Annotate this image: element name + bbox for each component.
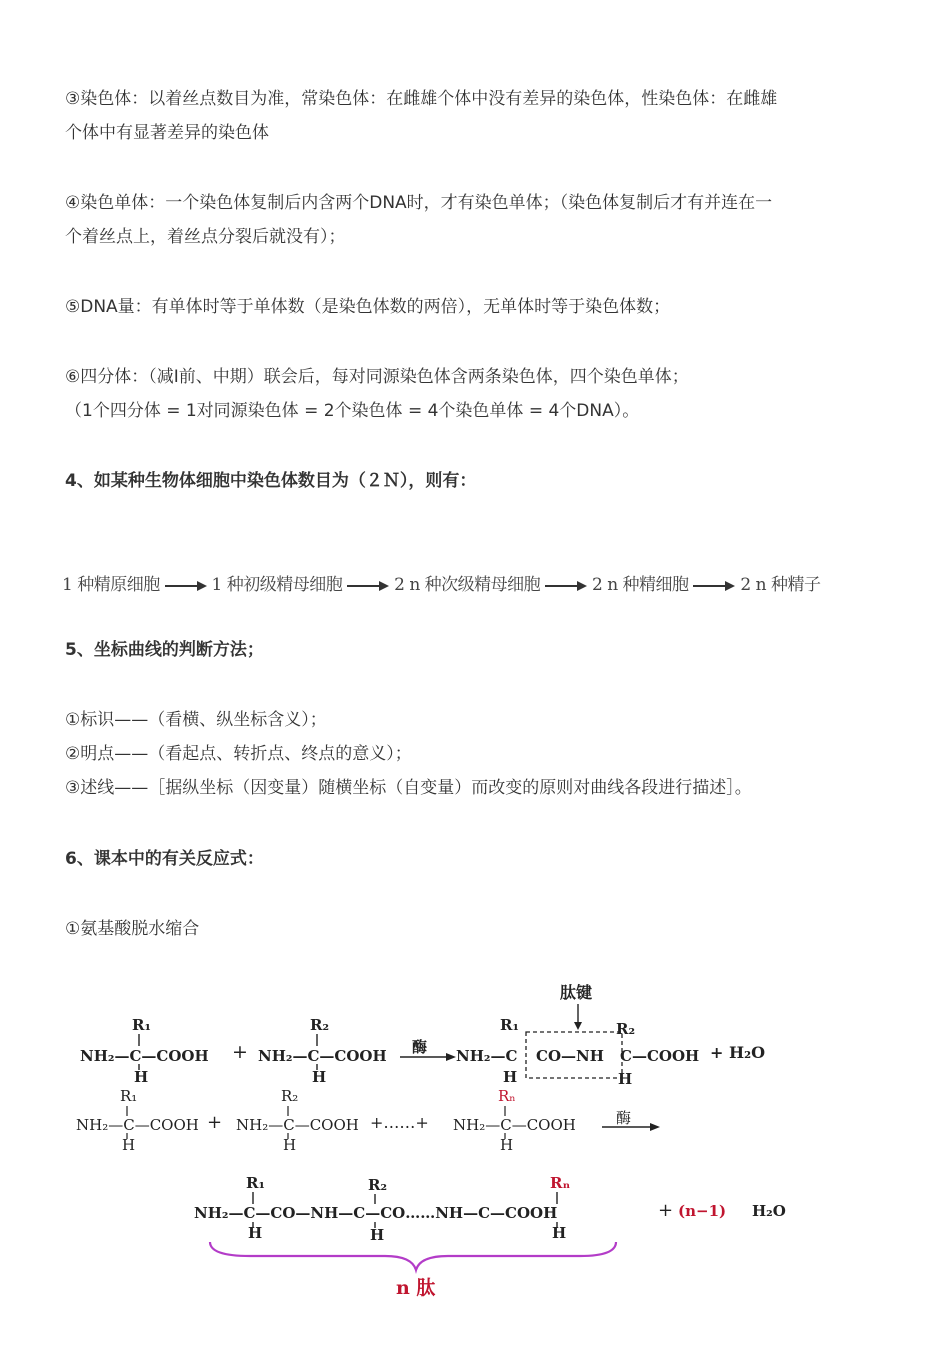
h-label: H xyxy=(552,1224,567,1242)
water-product: + H₂O xyxy=(710,1043,766,1062)
text-line: ①氨基酸脱水缩合 xyxy=(65,919,200,939)
text-line: （1个四分体 = 1对同源染色体 = 2个染色体 = 4个染色单体 = 4个DNA）。 xyxy=(65,401,640,421)
amino-acid-chain: NH₂—C—COOH xyxy=(453,1116,576,1134)
water-coefficient: (n−1) xyxy=(678,1202,727,1220)
r-group-label: R₁ xyxy=(500,1016,520,1034)
flow-step: 1 种初级精母细胞 xyxy=(211,575,343,595)
paragraph-dna-amount xyxy=(65,290,895,324)
list-item: ③述线——［据纵坐标（因变量）随横坐标（自变量）而改变的原则对曲线各段进行描述］。 xyxy=(65,778,752,798)
enzyme-label: 酶 xyxy=(616,1109,632,1127)
n-peptide-brace xyxy=(210,1242,616,1270)
r-group-label: R₂ xyxy=(368,1176,388,1194)
h-label: H xyxy=(618,1070,633,1088)
paragraph-chromatid xyxy=(65,186,895,254)
amino-acid-chain: NH₂—C—COOH xyxy=(80,1047,209,1065)
heading-section-5: 5、坐标曲线的判断方法； xyxy=(65,640,264,660)
h-label: H xyxy=(312,1068,327,1086)
arrow-icon xyxy=(165,579,207,593)
amino-acid-chain: NH₂—C—COOH xyxy=(236,1116,359,1134)
flow-step: 2 n 种次级精母细胞 xyxy=(394,575,541,595)
text-line: ⑤DNA量：有单体时等于单体数（是染色体数的两倍），无单体时等于染色体数； xyxy=(65,297,671,317)
r-group-label: R₁ xyxy=(246,1174,266,1192)
peptide-chain-part: NH₂—C xyxy=(456,1047,518,1065)
plus-sign: + xyxy=(207,1112,223,1133)
heading-section-6: 6、课本中的有关反应式： xyxy=(65,849,264,869)
arrow-icon xyxy=(650,1123,660,1131)
text-line: 个着丝点上，着丝点分裂后就没有）； xyxy=(65,227,346,247)
r-group-label: R₁ xyxy=(120,1087,138,1105)
amino-acid-chain: NH₂—C—COOH xyxy=(76,1116,199,1134)
arrow-icon xyxy=(446,1053,456,1061)
subheading-dehydration-condensation xyxy=(65,912,895,946)
h-label: H xyxy=(503,1068,518,1086)
r-group-label: R₁ xyxy=(132,1016,152,1034)
r-group-label: R₂ xyxy=(310,1016,330,1034)
flow-step: 2 n 种精子 xyxy=(740,575,821,595)
h-label: H xyxy=(248,1224,263,1242)
plus-sign: + xyxy=(232,1041,248,1063)
flow-step: 2 n 种精细胞 xyxy=(591,575,689,595)
n-peptide-label: n 肽 xyxy=(396,1277,436,1299)
plus-sign: + xyxy=(658,1200,674,1221)
enzyme-label: 酶 xyxy=(412,1038,428,1056)
peptide-chain-part: CO—NH xyxy=(536,1047,604,1065)
spermatogenesis-flow xyxy=(62,570,820,595)
list-item: ②明点——（看起点、转折点、终点的意义）； xyxy=(65,744,412,764)
h-label: H xyxy=(370,1226,385,1244)
water-product: H₂O xyxy=(752,1202,786,1220)
arrow-down-icon xyxy=(574,1022,582,1030)
list-item: ①标识——（看横、纵坐标含义）； xyxy=(65,710,327,730)
text-line: ③染色体：以着丝点数目为准，常染色体：在雌雄个体中没有差异的染色体，性染色体：在雌雄 xyxy=(65,89,778,109)
r-group-label: Rₙ xyxy=(550,1174,571,1192)
text-line: 个体中有显著差异的染色体 xyxy=(65,123,269,143)
peptide-chain-part: C—COOH xyxy=(620,1047,700,1065)
h-label: H xyxy=(134,1068,149,1086)
r-group-label: Rₙ xyxy=(498,1087,516,1105)
peptide-bond-label: 肽键 xyxy=(560,983,593,1002)
r-group-label: R₂ xyxy=(281,1087,299,1105)
ellipsis-plus: +……+ xyxy=(370,1113,429,1132)
curve-judgement-list xyxy=(65,703,895,805)
text-line: ⑥四分体：（减I前、中期）联会后，每对同源染色体含两条染色体，四个染色单体； xyxy=(65,367,689,387)
text-line: ④染色单体：一个染色体复制后内含两个DNA时，才有染色单体；（染色体复制后才有并连在一 xyxy=(65,193,773,213)
polypeptide-chain: NH₂—C—CO—NH—C—CO……NH—C—COOH xyxy=(194,1204,558,1222)
amino-acid-chain: NH₂—C—COOH xyxy=(258,1047,387,1065)
arrow-icon xyxy=(693,579,735,593)
r-group-label: R₂ xyxy=(616,1020,636,1038)
arrow-icon xyxy=(545,579,587,593)
heading-section-4: 4、如某种生物体细胞中染色体数目为（２Ｎ），则有： xyxy=(65,471,477,491)
h-label: H xyxy=(500,1136,514,1154)
h-label: H xyxy=(122,1136,136,1154)
paragraph-chromosome xyxy=(65,82,895,150)
peptide-reaction-diagram xyxy=(60,970,790,1310)
paragraph-tetrad xyxy=(65,360,895,428)
flow-step: 1 种精原细胞 xyxy=(62,575,160,595)
h-label: H xyxy=(283,1136,297,1154)
arrow-icon xyxy=(347,579,389,593)
